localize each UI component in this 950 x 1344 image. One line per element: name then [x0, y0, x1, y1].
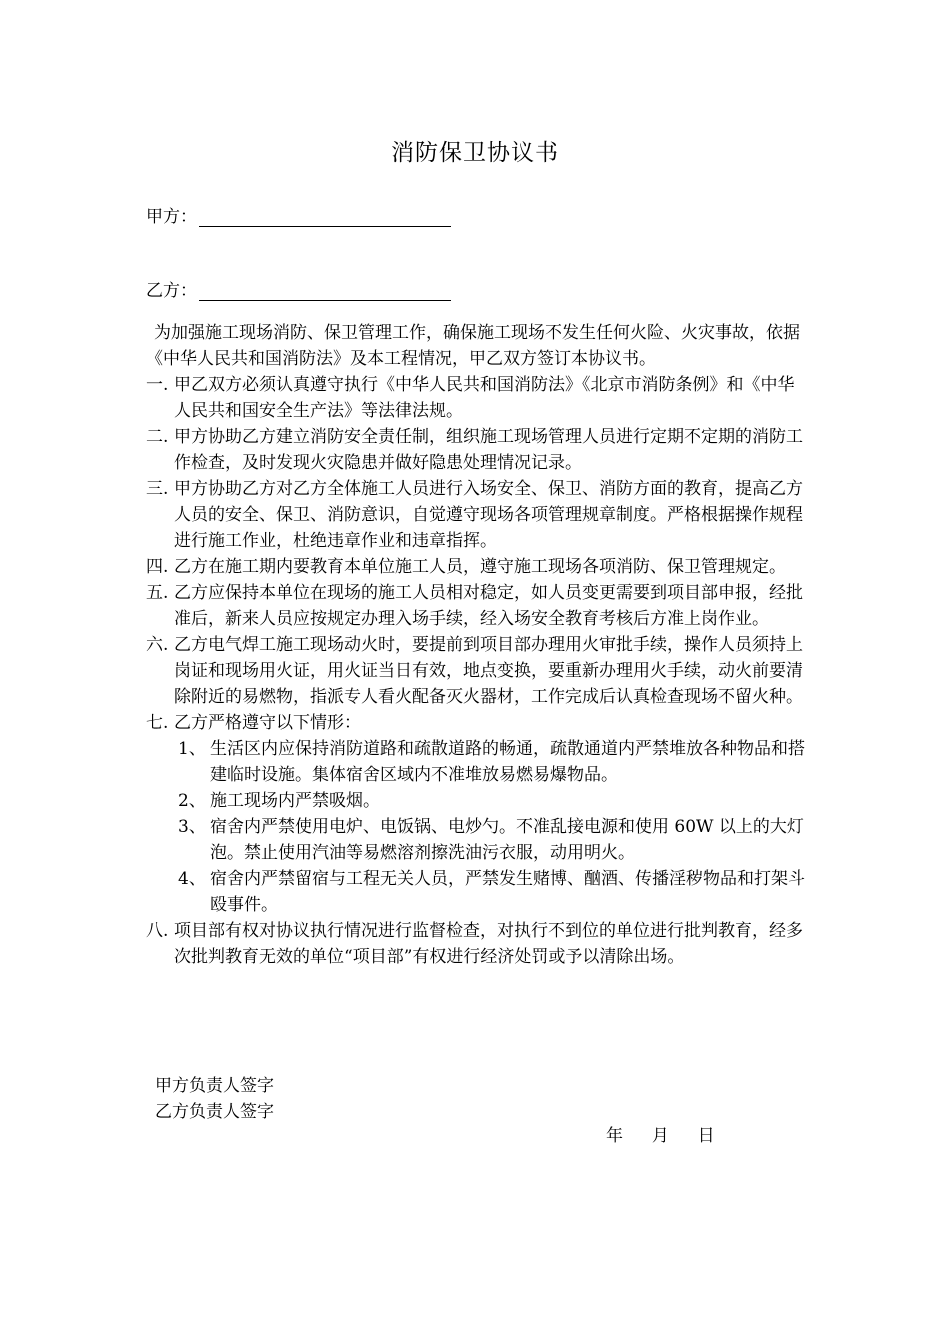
clause-number: 一.: [146, 375, 169, 395]
subclause-number: 3、: [178, 817, 206, 837]
intro-paragraph: 为加强施工现场消防、保卫管理工作，确保施工现场不发生任何火险、火灾事故，依据《中华人民共和国消防法》及本工程情况，甲乙双方签订本协议书。: [146, 323, 800, 369]
signing-date: [606, 1121, 715, 1146]
clause-7: [146, 710, 808, 736]
subclause-number: 1、: [178, 739, 206, 759]
clause-number: 七.: [146, 713, 169, 733]
date-year-label: 年: [606, 1126, 623, 1146]
subclause-1: [146, 736, 808, 788]
subclause-2: [146, 788, 808, 814]
subclause-4: [146, 866, 808, 918]
subclause-text: 生活区内应保持消防道路和疏散道路的畅通，疏散通道内严禁堆放各种物品和搭建临时设施。集体宿舍区域内不准堆放易燃易爆物品。: [210, 739, 805, 785]
clause-5: [146, 580, 808, 632]
subclause-number: 4、: [178, 869, 206, 889]
date-day-label: 日: [697, 1126, 715, 1146]
subclause-3: [146, 814, 808, 866]
subclause-text: 施工现场内严禁吸烟。: [210, 791, 380, 811]
clause-3: [146, 476, 808, 554]
agreement-body: [146, 320, 808, 970]
subclause-text: 宿舍内严禁使用电炉、电饭锅、电炒勺。不准乱接电源和使用 60W 以上的大灯泡。禁止使用汽油等易燃溶剂擦洗油污衣服，动用明火。: [210, 817, 804, 863]
clause-text: 甲乙双方必须认真遵守执行《中华人民共和国消防法》《北京市消防条例》和《中华人民共和国安全生产法》等法律法规。: [174, 375, 795, 421]
subclause-text: 宿舍内严禁留宿与工程无关人员，严禁发生赌博、酗酒、传播淫秽物品和打架斗殴事件。: [210, 869, 805, 915]
subclause-number: 2、: [178, 791, 206, 811]
party-a-line: [146, 202, 451, 227]
clause-6: [146, 632, 808, 710]
clause-8: [146, 918, 808, 970]
clause-2: [146, 424, 808, 476]
clause-text: 乙方应保持本单位在现场的施工人员相对稳定，如人员变更需要到项目部申报，经批准后，新来人员应按规定办理入场手续，经入场安全教育考核后方准上岗作业。: [174, 583, 803, 629]
document-title: 消防保卫协议书: [391, 140, 559, 166]
date-month-label: 月: [651, 1126, 669, 1146]
clause-text: 乙方严格遵守以下情形：: [174, 713, 361, 733]
party-b-blank: [199, 280, 451, 301]
party-a-label: 甲方：: [146, 207, 197, 227]
clause-number: 二.: [146, 427, 169, 447]
party-b-line: [146, 276, 451, 301]
clause-text: 甲方协助乙方建立消防安全责任制，组织施工现场管理人员进行定期不定期的消防工作检查，及时发现火灾隐患并做好隐患处理情况记录。: [174, 427, 803, 473]
clause-text: 甲方协助乙方对乙方全体施工人员进行入场安全、保卫、消防方面的教育，提高乙方人员的安全、保卫、消防意识，自觉遵守现场各项管理规章制度。严格根据操作规程进行施工作业，杜绝违章作业和违章指挥。: [174, 479, 803, 551]
clause-text: 乙方在施工期内要教育本单位施工人员，遵守施工现场各项消防、保卫管理规定。: [174, 557, 786, 577]
clause-number: 八.: [146, 921, 169, 941]
party-a-blank: [199, 206, 451, 227]
party-b-signature-label: 乙方负责人签字: [155, 1102, 274, 1122]
clause-1: [146, 372, 808, 424]
clause-number: 五.: [146, 583, 169, 603]
clause-text: 项目部有权对协议执行情况进行监督检查，对执行不到位的单位进行批判教育，经多次批判教育无效的单位“项目部”有权进行经济处罚或予以清除出场。: [174, 921, 803, 967]
clause-text: 乙方电气焊工施工现场动火时，要提前到项目部办理用火审批手续，操作人员须持上岗证和现场用火证，用火证当日有效，地点变换，要重新办理用火手续，动火前要清除附近的易燃物，指派专人看火配备灭火器材，工作完成后认真检查现场不留火种。: [174, 635, 803, 707]
party-a-signature-label: 甲方负责人签字: [155, 1076, 274, 1096]
clause-4: [146, 554, 808, 580]
clause-number: 四.: [146, 557, 169, 577]
clause-number: 三.: [146, 479, 169, 499]
party-b-label: 乙方：: [146, 281, 197, 301]
clause-number: 六.: [146, 635, 169, 655]
